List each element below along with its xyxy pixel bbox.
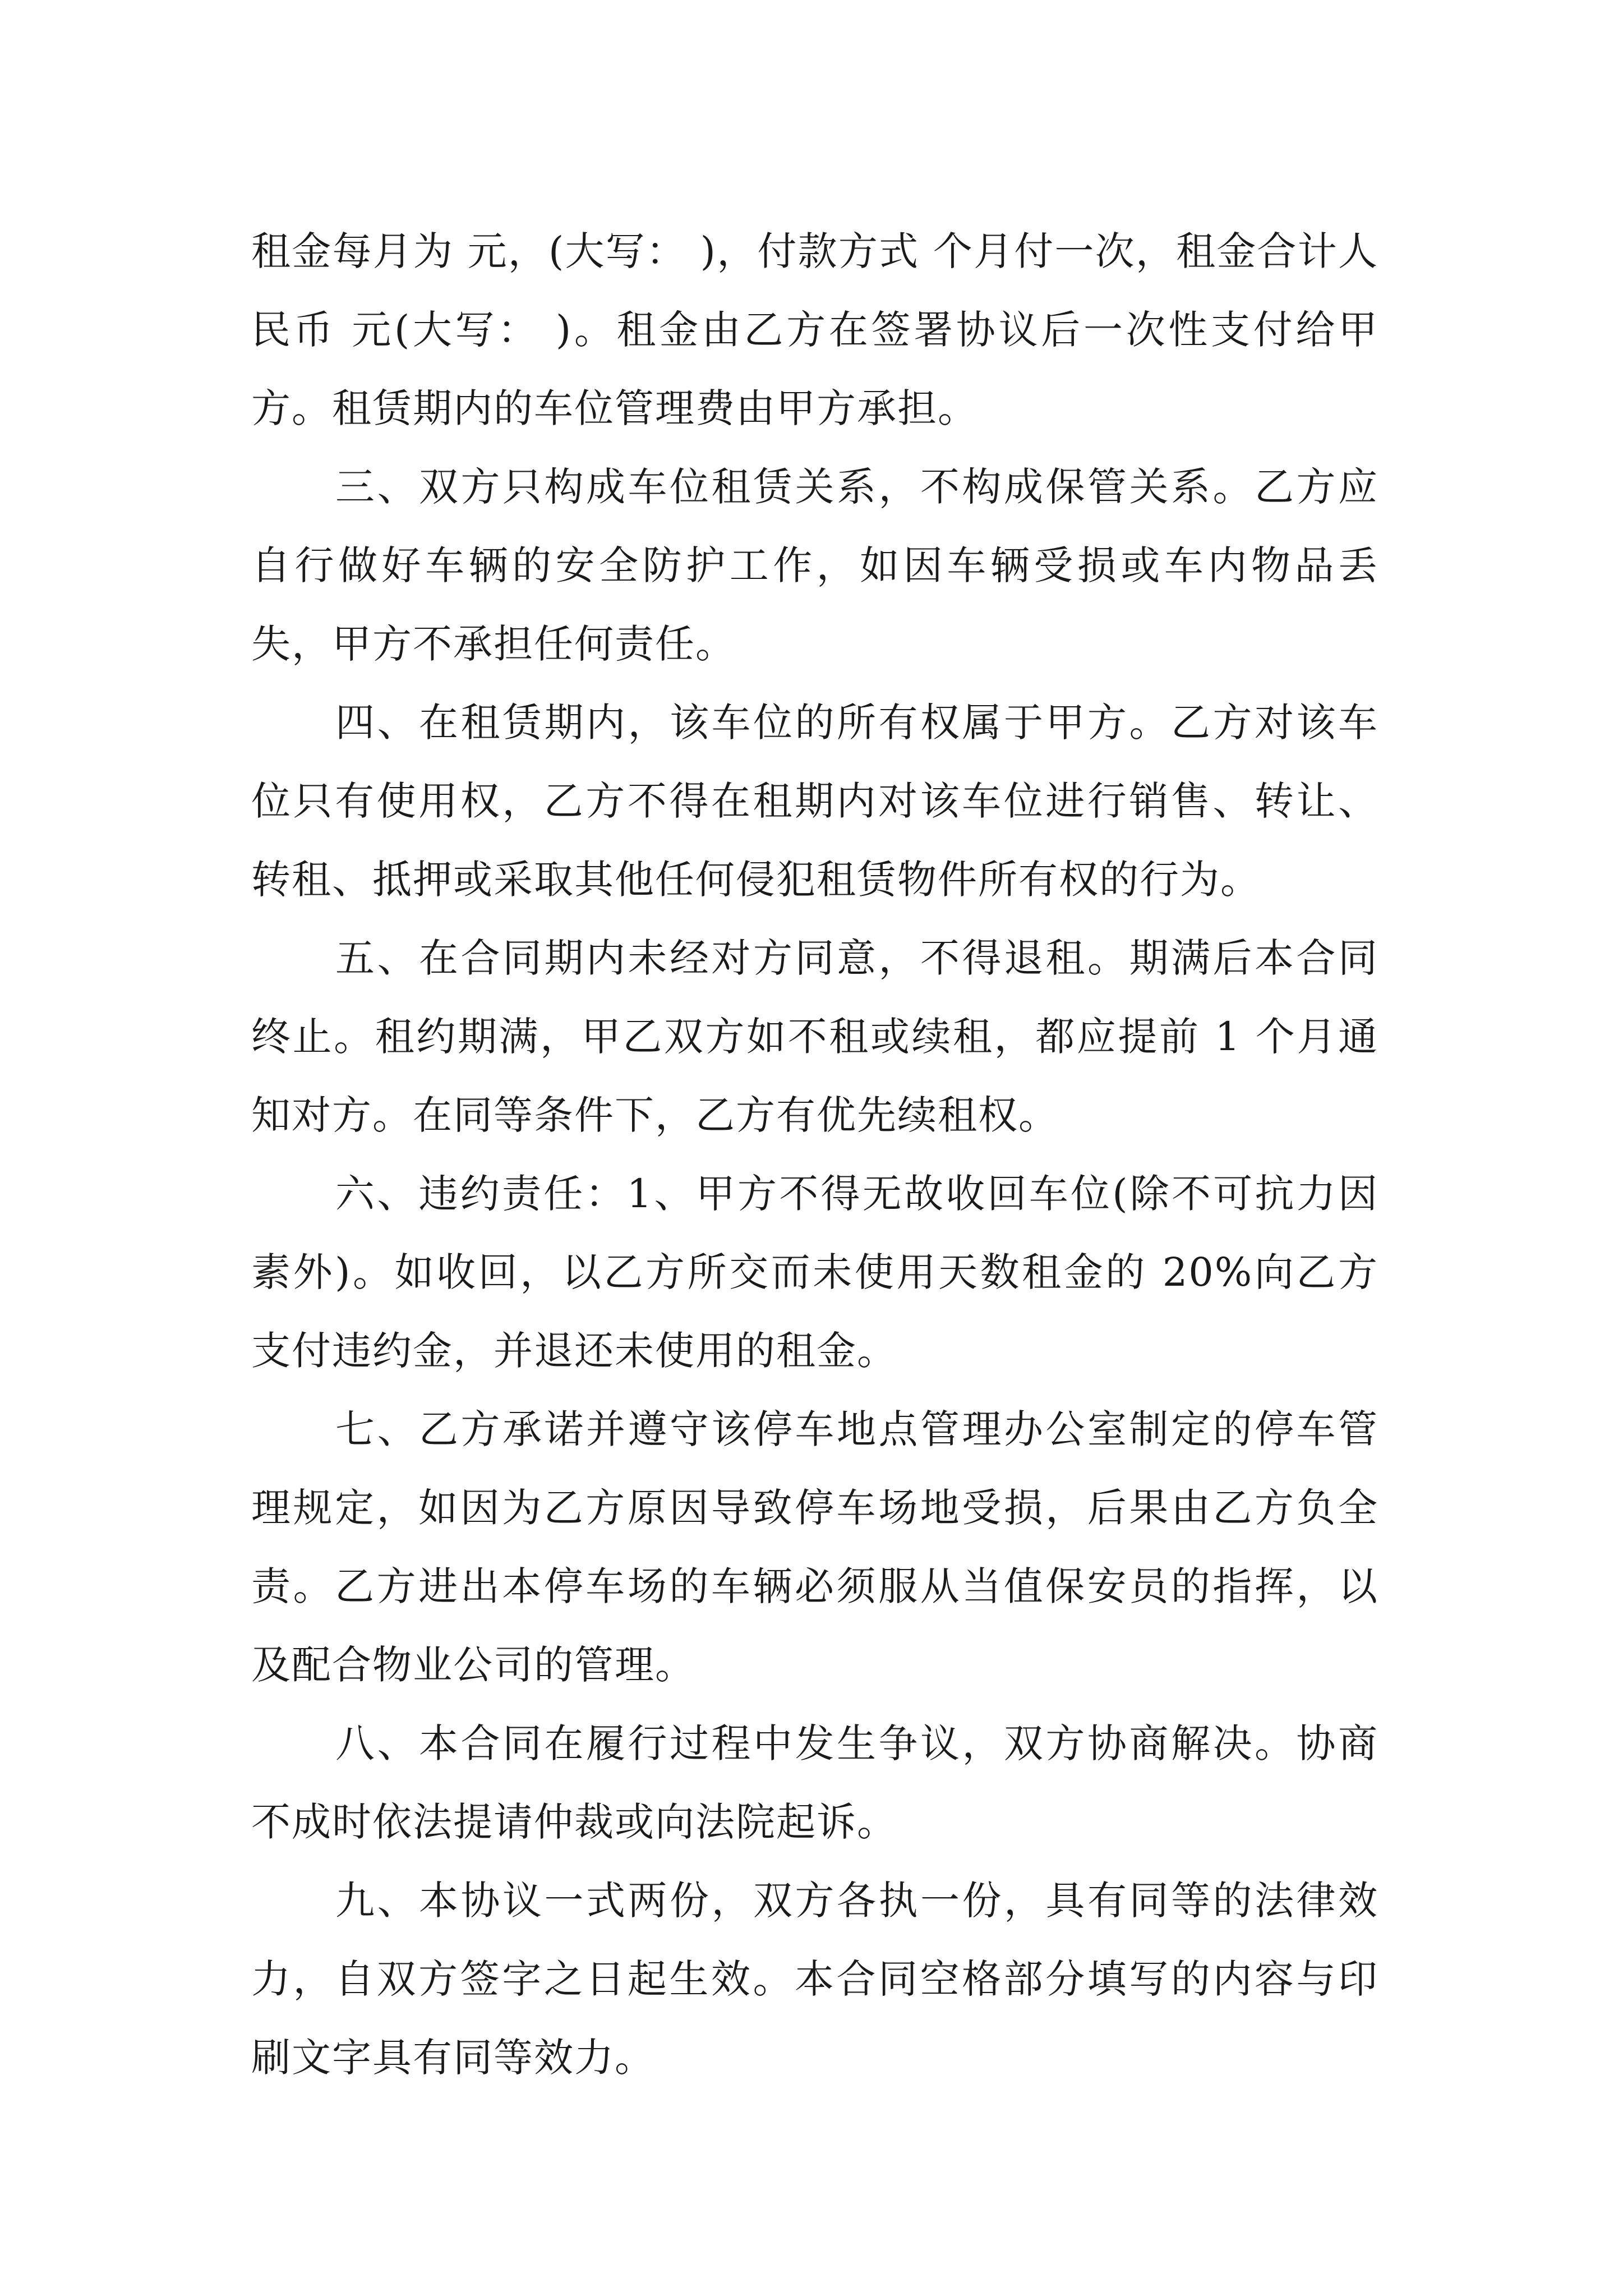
- paragraph-clause-8: 八、本合同在履行过程中发生争议，双方协商解决。协商不成时依法提请仲裁或向法院起诉。: [251, 1720, 1378, 1845]
- paragraph-clause-9: 九、本协议一式两份，双方各执一份，具有同等的法律效力，自双方签字之日起生效。本合同空格部分填写的内容与印刷文字具有同等效力。: [251, 1878, 1378, 2081]
- paragraph-rent-payment: 租金每月为 元，(大写： )，付款方式 个月付一次，租金合计人民币 元(大写： )。租金由乙方在签署协议后一次性支付给甲方。租赁期内的车位管理费由甲方承担。: [251, 228, 1378, 431]
- paragraph-clause-7: 七、乙方承诺并遵守该停车地点管理办公室制定的停车管理规定，如因为乙方原因导致停车场地受损，后果由乙方负全责。乙方进出本停车场的车辆必须服从当值保安员的指挥，以及配合物业公司的管理。: [251, 1406, 1378, 1688]
- paragraph-clause-3: 三、双方只构成车位租赁关系，不构成保管关系。乙方应自行做好车辆的安全防护工作，如因车辆受损或车内物品丢失，甲方不承担任何责任。: [251, 464, 1378, 667]
- paragraph-clause-5: 五、在合同期内未经对方同意，不得退租。期满后本合同终止。租约期满，甲乙双方如不租或续租，都应提前 1 个月通知对方。在同等条件下，乙方有优先续租权。: [251, 935, 1378, 1138]
- paragraph-clause-4: 四、在租赁期内，该车位的所有权属于甲方。乙方对该车位只有使用权，乙方不得在租期内对该车位进行销售、转让、转租、抵押或采取其他任何侵犯租赁物件所有权的行为。: [251, 700, 1378, 903]
- paragraph-clause-6: 六、违约责任：1、甲方不得无故收回车位(除不可抗力因素外)。如收回，以乙方所交而未使用天数租金的 20%向乙方支付违约金，并退还未使用的租金。: [251, 1171, 1378, 1374]
- contract-body: [251, 212, 1378, 2097]
